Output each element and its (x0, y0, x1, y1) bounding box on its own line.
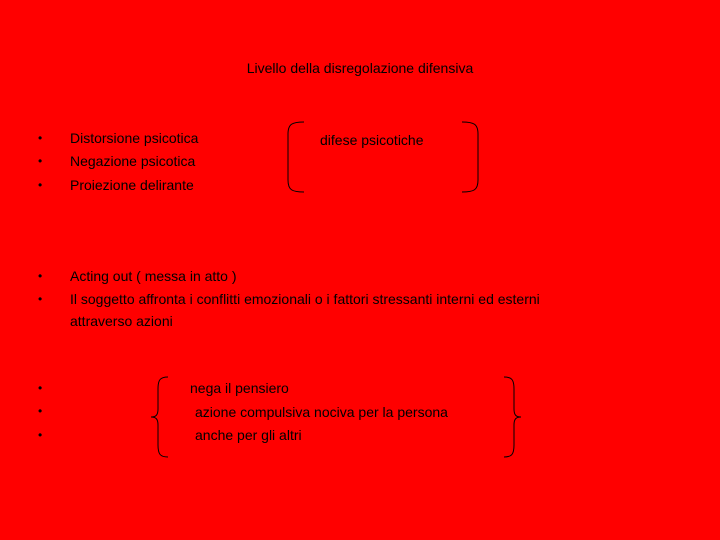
list-item: nega il pensiero (190, 380, 289, 396)
bullet: • (38, 381, 43, 395)
bullet: • (38, 404, 43, 418)
bullet: • (38, 178, 43, 192)
list-item: anche per gli altri (195, 427, 302, 443)
bullet: • (38, 131, 43, 145)
left-brace-icon (148, 375, 174, 459)
list-item: azione compulsiva nociva per la persona (195, 404, 448, 420)
list-item: Distorsione psicotica (70, 130, 199, 146)
list-item: Proiezione delirante (70, 177, 194, 193)
bullet: • (38, 428, 43, 442)
group-label: difese psicotiche (320, 132, 424, 148)
list-item: Negazione psicotica (70, 153, 196, 169)
bullet: • (38, 154, 43, 168)
right-brace-icon (500, 375, 526, 459)
bullet: • (38, 292, 43, 306)
right-bracket-icon (458, 120, 488, 194)
bullet: • (38, 269, 43, 283)
slide-title: Livello della disregolazione difensiva (246, 60, 474, 76)
list-item: Il soggetto affronta i conflitti emozionali o i fattori stressanti interni ed esterni (70, 291, 540, 307)
list-item-continuation: attraverso azioni (70, 313, 173, 329)
list-item: Acting out ( messa in atto ) (70, 268, 237, 284)
left-bracket-icon (282, 120, 312, 194)
